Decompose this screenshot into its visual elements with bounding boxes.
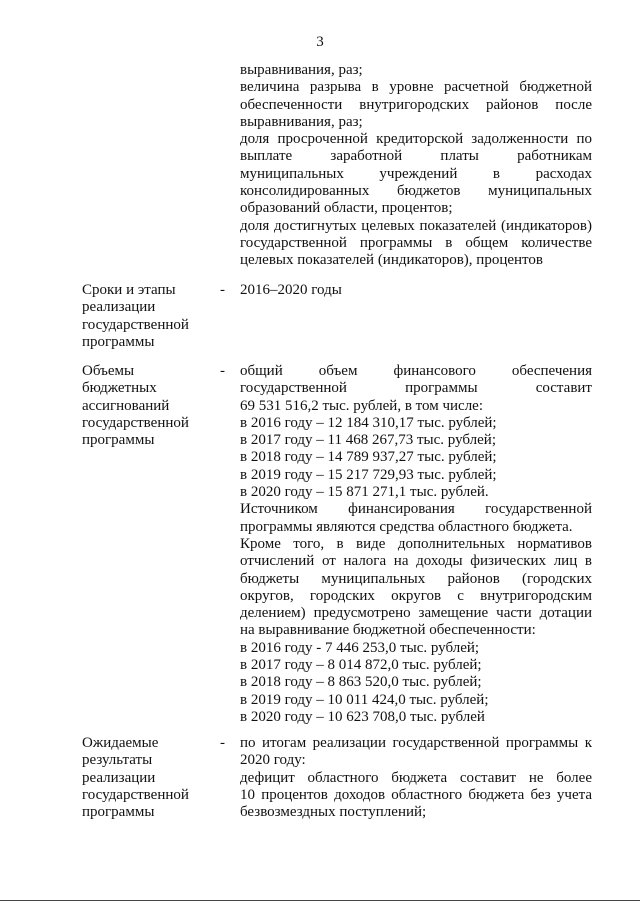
continuation-line: величина разрыва в уровне расчетной бюджетной (240, 79, 592, 96)
continuation-line: государственной программы в общем количестве (240, 234, 592, 251)
continuation-line: выравнивания, раз; (240, 113, 363, 130)
page-number: 3 (316, 34, 324, 50)
section-value-line: Кроме того, в виде дополнительных нормативов (240, 535, 592, 552)
section-label-line: результаты (82, 752, 153, 769)
section-label-line: ассигнований (82, 397, 170, 414)
continuation-line: обеспеченности внутригородских районов после (240, 96, 592, 113)
section-value-line: в 2016 году - 7 446 253,0 тыс. рублей; (240, 639, 480, 656)
section-value-line: дефицит областного бюджета составит не более (240, 769, 592, 786)
section-value-line: в 2017 году – 8 014 872,0 тыс. рублей; (240, 657, 482, 674)
section-value (240, 282, 592, 299)
section-value-line: в 2017 году – 11 468 267,73 тыс. рублей; (240, 432, 496, 449)
section-value-line: в 2020 году – 15 871 271,1 тыс. рублей. (240, 484, 489, 501)
section-value-line: Источником финансирования государственной (240, 501, 592, 518)
section-value (240, 735, 592, 821)
bottom-rule (0, 900, 640, 901)
section-value-line: 69 531 516,2 тыс. рублей, в том числе: (240, 397, 484, 414)
section-value-line: государственной программы составит (240, 380, 592, 397)
section-value (240, 363, 592, 726)
section-label-line: государственной (82, 786, 189, 803)
section-value-line: программы являются средства областного бюджета. (240, 518, 573, 535)
continuation-line: консолидированных бюджетов муниципальных (240, 183, 592, 200)
section-label (82, 282, 207, 351)
section-label-line: бюджетных (82, 380, 157, 397)
section-value-line: отчислений от налога на доходы физических лиц в (240, 553, 592, 570)
section-value-line: округов, городских округов с внутригородским (240, 587, 592, 604)
section-label-line: Ожидаемые (82, 735, 159, 751)
section-label (82, 363, 207, 449)
continuation-line: выплате заработной платы работникам (240, 148, 592, 165)
section-label-line: государственной (82, 414, 189, 431)
section-value-line: в 2016 году – 12 184 310,17 тыс. рублей; (240, 414, 497, 431)
section-dash: - (220, 282, 225, 298)
continuation-text (240, 62, 592, 270)
section-label-line: программы (82, 432, 155, 449)
section-label-line: реализации (82, 769, 156, 786)
section-value-line: 2020 году: (240, 752, 306, 769)
continuation-line: образований области, процентов; (240, 200, 453, 217)
section-value-line: общий объем финансового обеспечения (240, 363, 592, 379)
section-value-line: 2016–2020 годы (240, 282, 342, 298)
section-value-line: по итогам реализации государственной программы к (240, 735, 592, 751)
section-label-line: программы (82, 804, 155, 821)
continuation-line: доля достигнутых целевых показателей (индикаторов) (240, 217, 592, 234)
section-label-line: реализации (82, 299, 156, 316)
section-label (82, 735, 207, 821)
section-label-line: Сроки и этапы (82, 282, 176, 298)
section-label-line: программы (82, 333, 155, 350)
continuation-line: доля просроченной кредиторской задолженности по (240, 131, 592, 148)
continuation-line: целевых показателей (индикаторов), процентов (240, 252, 543, 269)
continuation-line: выравнивания, раз; (240, 62, 363, 78)
section-value-line: в 2018 году – 14 789 937,27 тыс. рублей; (240, 449, 497, 466)
section-value-line: в 2019 году – 15 217 729,93 тыс. рублей; (240, 466, 497, 483)
section-value-line: безвозмездных поступлений; (240, 804, 427, 821)
continuation-line: муниципальных учреждений в расходах (240, 165, 592, 182)
section-label-line: Объемы (82, 363, 135, 379)
section-value-line: в 2019 году – 10 011 424,0 тыс. рублей; (240, 691, 489, 708)
section-dash: - (220, 735, 225, 751)
section-value-line: 10 процентов доходов областного бюджета без учета (240, 786, 592, 803)
section-value-line: на выравнивание бюджетной обеспеченности: (240, 622, 536, 639)
section-value-line: в 2018 году – 8 863 520,0 тыс. рублей; (240, 674, 482, 691)
section-value-line: делением) предусмотрено замещение части дотации (240, 605, 592, 622)
section-dash: - (220, 363, 225, 379)
section-label-line: государственной (82, 316, 189, 333)
section-value-line: бюджеты муниципальных районов (городских (240, 570, 592, 587)
section-value-line: в 2020 году – 10 623 708,0 тыс. рублей (240, 708, 485, 725)
